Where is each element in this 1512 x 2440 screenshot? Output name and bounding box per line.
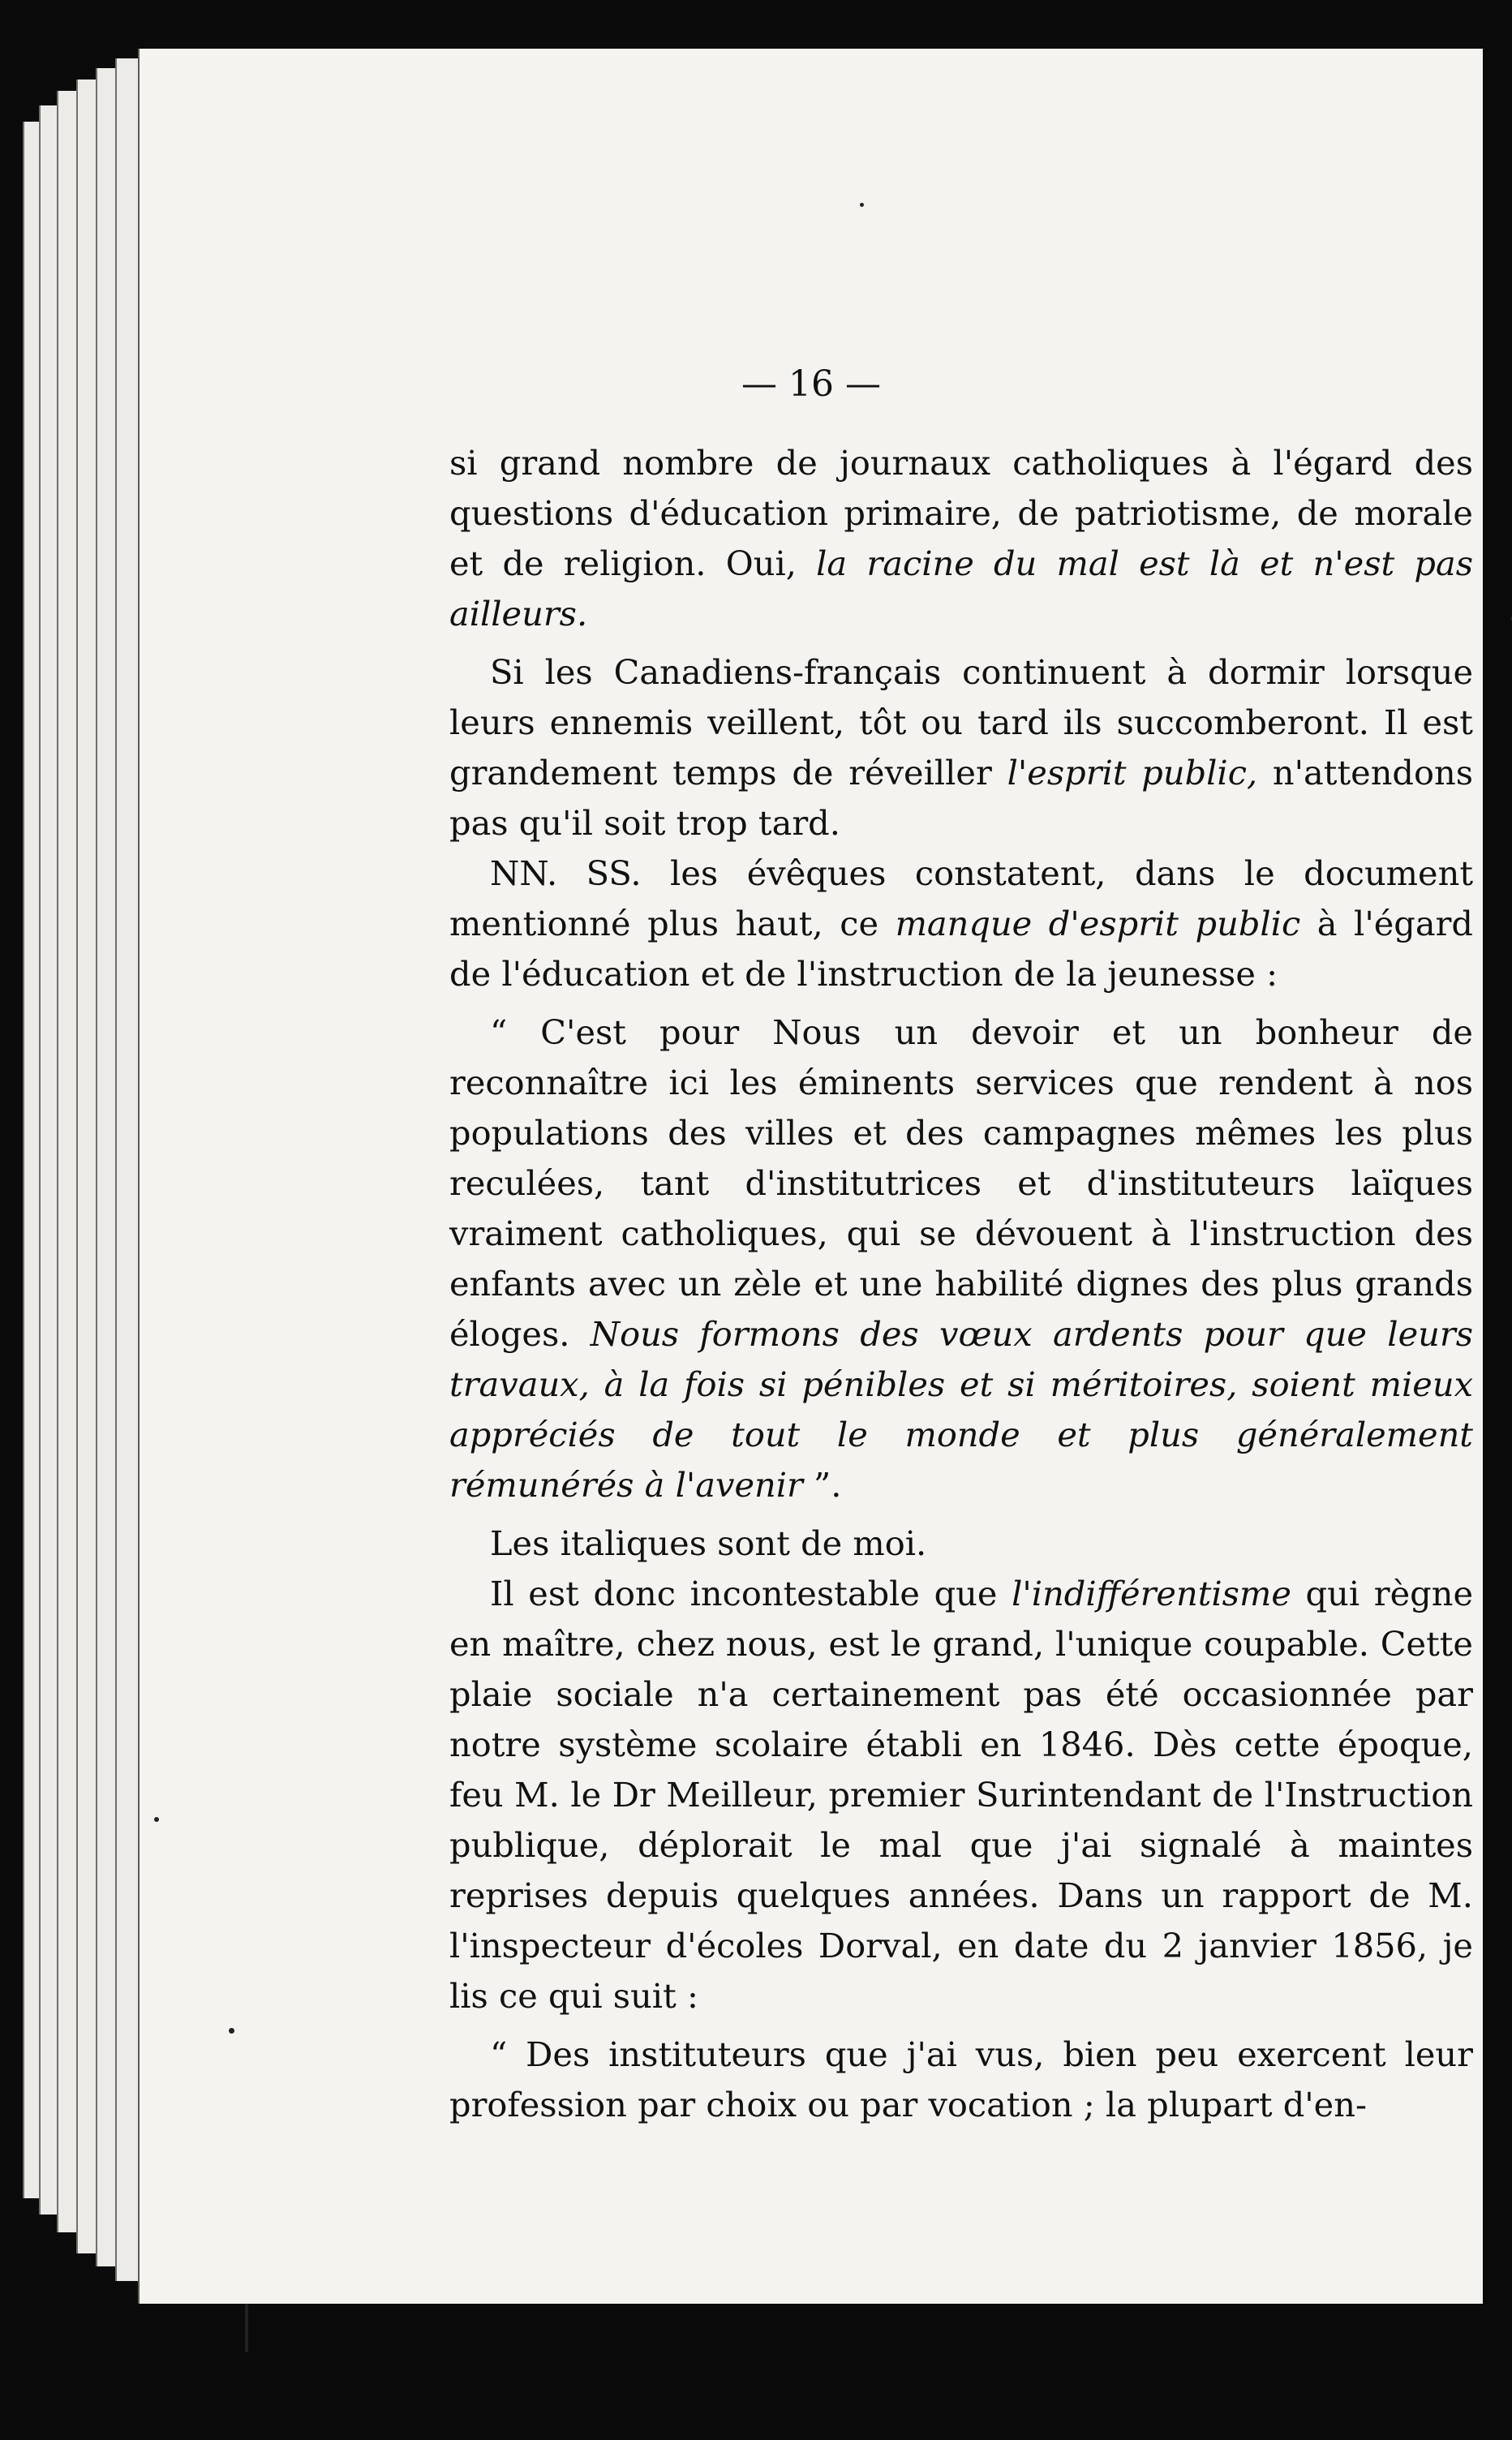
text-run: si grand nombre de journaux catholiques à l'égard des questions d'éducation primaire, de patriotisme, de morale et de religion. Oui, — [449, 443, 1473, 583]
text-run: n'attendons pas qu'il soit trop tard. — [449, 753, 1474, 843]
text-run: ”. — [802, 1465, 842, 1505]
paragraph — [449, 438, 1473, 639]
body-text — [449, 438, 1473, 2130]
italic-text: l'esprit public, — [1007, 753, 1258, 793]
text-run: à l'égard de l'éducation et de l'instruction de la jeunesse : — [449, 904, 1473, 994]
scan-speck — [154, 1817, 159, 1822]
italic-text: l'indifférentisme — [1012, 1574, 1291, 1613]
book-page — [138, 49, 1483, 2304]
text-run: Il est donc incontestable que — [490, 1574, 1012, 1613]
italic-text: la racine du mal est là et n'est pas ailleurs. — [449, 543, 1473, 634]
italic-text: manque d'esprit public — [895, 904, 1301, 943]
paragraph: Les italiques sont de moi. — [490, 1523, 927, 1563]
text-run: NN. SS. les évêques constatent, dans le document mentionné plus haut, ce — [449, 853, 1473, 943]
paragraph — [449, 848, 1473, 999]
italic-text: Nous formons des vœux ardents pour que leurs travaux, à la fois si pénibles et si méritoires, soient mieux appréciés de tout le monde et plus généralement rémunérés à l'avenir — [449, 1314, 1473, 1505]
page-number: — 16 — — [741, 363, 881, 405]
text-run: Si les Canadiens-français continuent à dormir lorsque leurs ennemis veillent, tôt ou tard ils succomberont. Il est grandement temps de réveiller — [449, 652, 1473, 793]
text-run: “ C'est pour Nous un devoir et un bonheur de reconnaître ici les éminents services que rendent à nos populations des villes et des campagnes mêmes les plus reculées, tant d'institutrices et d'instituteurs laïques vraiment catholiques, qui se dévouent à l'instruction des enfants avec un zèle et une habilité dignes des plus grands éloges. — [449, 1012, 1473, 1354]
quotation — [449, 1007, 1473, 1510]
scan-speck — [245, 2304, 248, 2352]
paragraph — [449, 1569, 1473, 2021]
scan-speck — [229, 2028, 234, 2034]
quotation: “ Des instituteurs que j'ai vus, bien peu exercent leur profession par choix ou par vocation ; la plupart d'en- — [449, 2034, 1473, 2124]
text-run: qui règne en maître, chez nous, est le grand, l'unique coupable. Cette plaie sociale n'a certainement pas été occasionnée par notre système scolaire établi en 1846. Dès cette époque, feu M. le Dr Meilleur, premier Surintendant de l'Instruction publique, déplorait le mal que j'ai signalé à maintes reprises depuis quelques années. Dans un rapport de M. l'inspecteur d'écoles Dorval, en date du 2 janvier 1856, je lis ce qui suit : — [449, 1574, 1473, 2016]
paragraph — [449, 647, 1473, 848]
scan-speck — [860, 203, 864, 207]
